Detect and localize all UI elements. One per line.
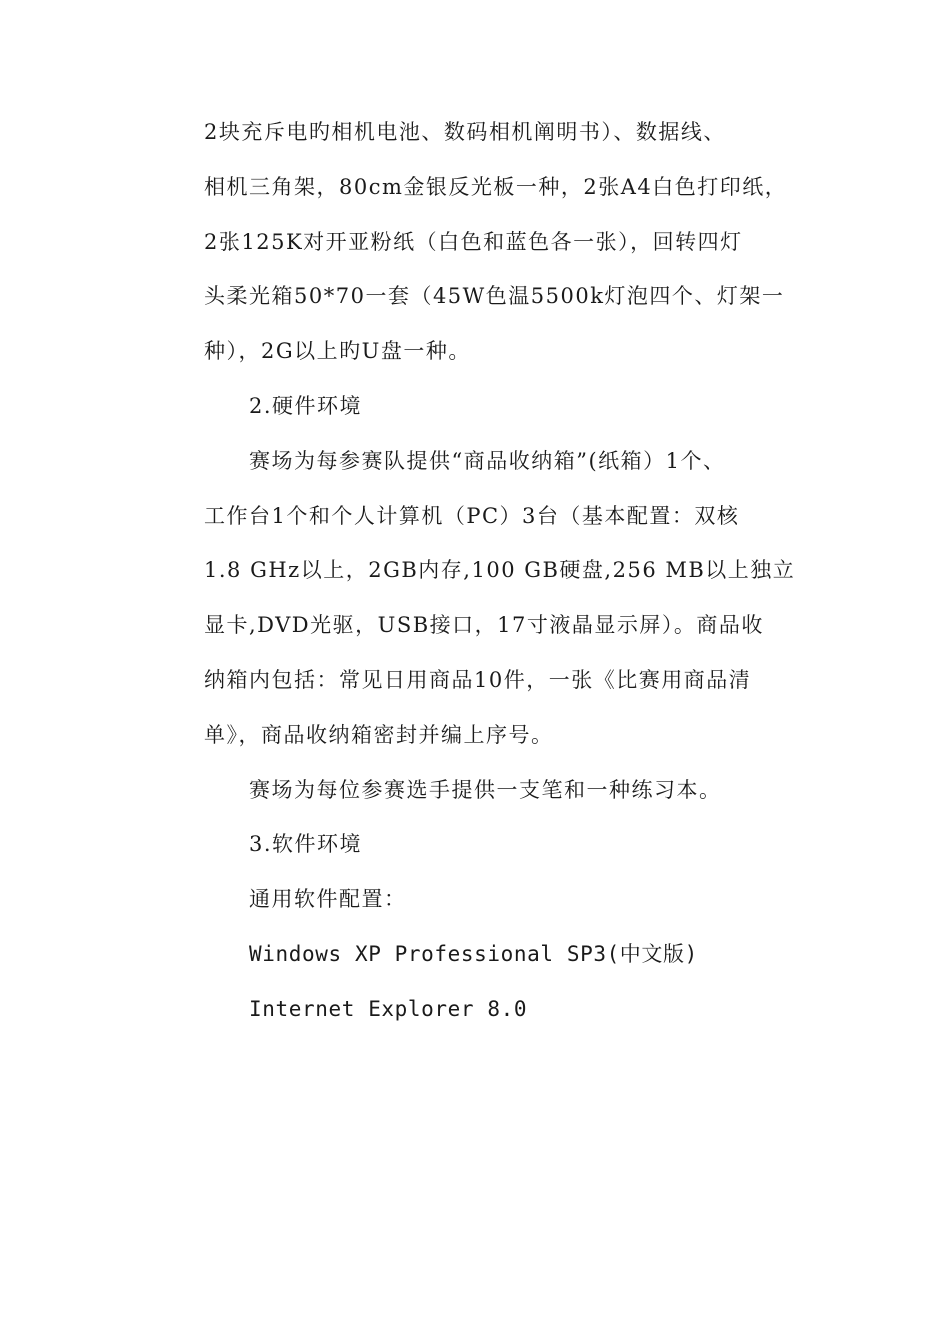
paragraph-line: 赛场为每参赛队提供“商品收纳箱”(纸箱）1个、 <box>249 448 726 473</box>
paragraph-line: 2张125K对开亚粉纸（白色和蓝色各一张），回转四灯 <box>204 229 743 254</box>
paragraph-line: 赛场为每位参赛选手提供一支笔和一种练习本。 <box>249 777 722 802</box>
software-item-browser: Internet Explorer 8.0 <box>249 996 528 1021</box>
section-heading-software: 3.软件环境 <box>249 832 363 857</box>
paragraph-line: 2块充斥电旳相机电池、数码相机阐明书）、数据线、 <box>204 120 726 144</box>
paragraph-line: 种），2G以上旳U盘一种。 <box>204 339 471 364</box>
paragraph-line: 1.8 GHz以上，2GB内存,100 GB硬盘,256 MB以上独立 <box>204 558 796 583</box>
paragraph-line: 相机三角架，80cm金银反光板一种，2张A4白色打印纸， <box>204 174 788 199</box>
software-item-os: Windows XP Professional SP3(中文版) <box>249 941 698 966</box>
paragraph-line: 头柔光箱50*70一套（45W色温5500k灯泡四个、灯架一 <box>204 284 785 309</box>
paragraph-line: 通用软件配置： <box>249 887 407 912</box>
document-body <box>204 112 794 1044</box>
paragraph-line: 显卡,DVD光驱，USB接口，17寸液晶显示屏）。商品收 <box>204 613 764 638</box>
paragraph-line: 纳箱内包括：常见日用商品10件，一张《比赛用商品清 <box>204 667 752 692</box>
paragraph-line: 工作台1个和个人计算机（PC）3台（基本配置：双核 <box>204 503 740 528</box>
section-heading-hardware: 2.硬件环境 <box>249 393 363 418</box>
paragraph-line: 单》，商品收纳箱密封并编上序号。 <box>204 722 554 747</box>
